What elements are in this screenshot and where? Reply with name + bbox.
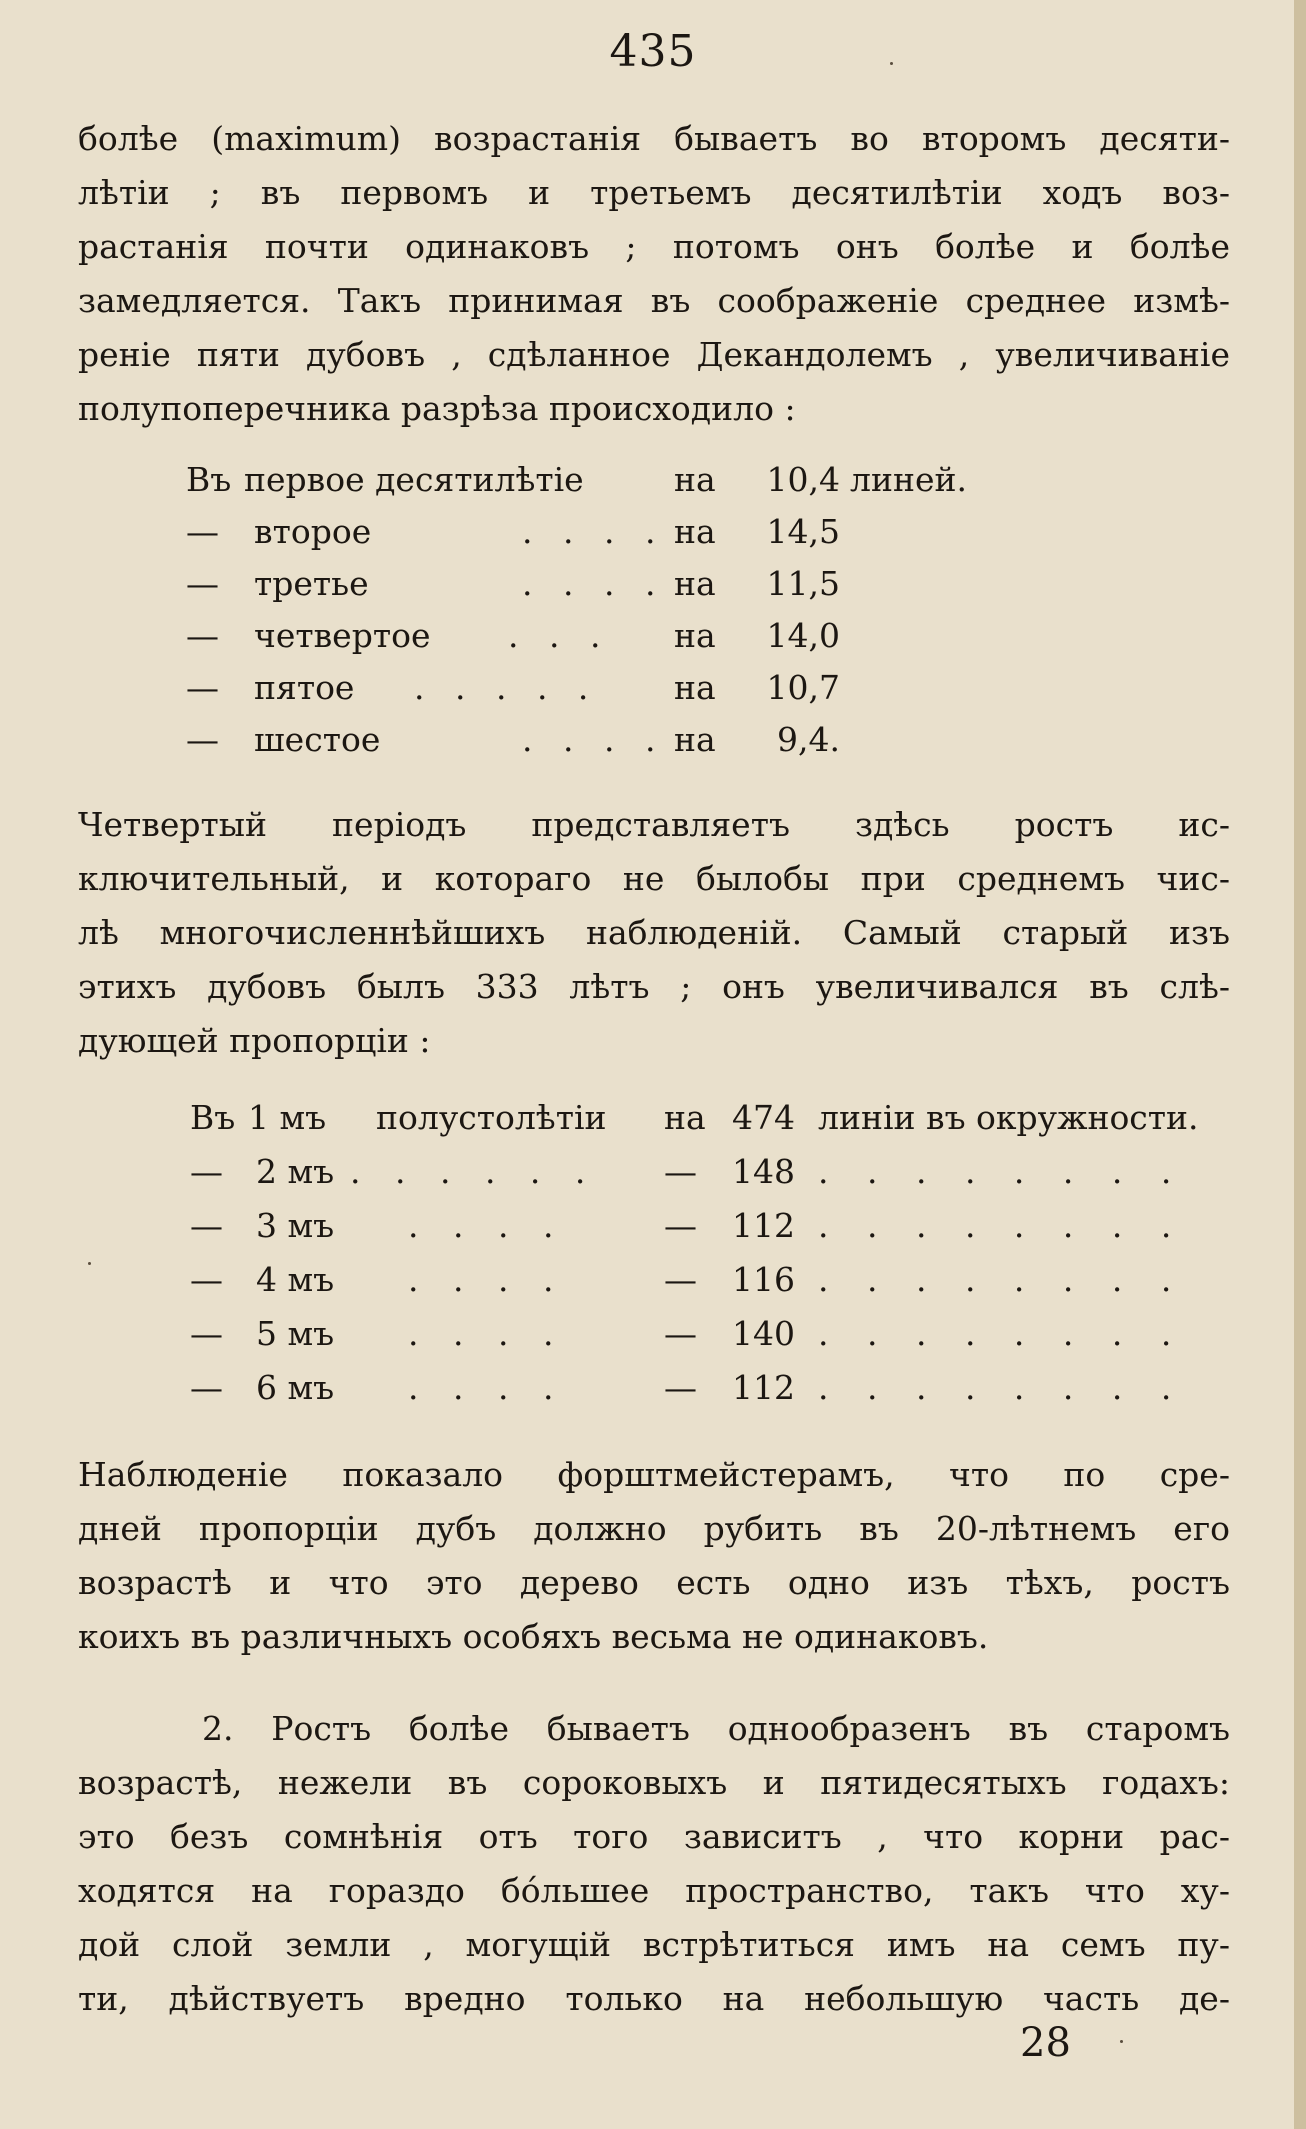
- paper-speck: [1120, 2040, 1123, 2043]
- row-preposition: на: [674, 512, 716, 551]
- row-prefix: —: [190, 1260, 223, 1299]
- text-line: это безъ сомнѣнія отъ того зависитъ , что корни рас-: [78, 1817, 1230, 1856]
- row-leader: . . .: [508, 616, 611, 655]
- paragraph-4: [78, 1702, 1230, 2026]
- text-line: растанія почти одинаковъ ; потомъ онъ болѣе и болѣе: [78, 227, 1230, 266]
- decade-growth-table: [186, 460, 1086, 772]
- paper-speck: [890, 62, 893, 65]
- page-number: 435: [609, 26, 697, 77]
- table-row: [186, 616, 1086, 668]
- table-row: [190, 1152, 1250, 1206]
- row-leader: . . . . .: [414, 668, 599, 707]
- row-value: 11,5: [766, 564, 840, 603]
- table-row: [190, 1206, 1250, 1260]
- row-value: 112: [732, 1368, 795, 1407]
- row-leader: . . . .: [408, 1368, 566, 1407]
- row-prefix: —: [190, 1206, 223, 1245]
- row-value: 116: [732, 1260, 795, 1299]
- row-label: второе: [254, 512, 372, 551]
- row-prefix: —: [186, 616, 219, 655]
- row-label: 4 мъ: [256, 1260, 335, 1299]
- row-unit: линей.: [850, 460, 967, 499]
- paragraph-1: [78, 112, 1230, 436]
- row-leader: . . . . . . . .: [818, 1152, 1186, 1191]
- table-row: [186, 720, 1086, 772]
- half-century-growth-table: [190, 1098, 1250, 1422]
- row-leader: . . . . . . . .: [818, 1368, 1186, 1407]
- row-preposition: на: [674, 720, 716, 759]
- table-row: [186, 668, 1086, 720]
- row-leader: . . . .: [522, 564, 666, 603]
- row-leader: . . . .: [408, 1260, 566, 1299]
- row-value: 14,5: [766, 512, 840, 551]
- text-line: дней пропорціи дубъ должно рубить въ 20-лѣтнемъ его: [78, 1509, 1230, 1548]
- row-dash: —: [664, 1152, 697, 1191]
- row-label: четвертое: [254, 616, 431, 655]
- row-value: 10,4: [766, 460, 840, 499]
- row-dash: —: [664, 1368, 697, 1407]
- row-leader: . . . .: [408, 1314, 566, 1353]
- text-line: дой слой земли , могущій встрѣтиться имъ на семъ пу-: [78, 1925, 1230, 1964]
- row-unit: линіи въ окружности.: [818, 1098, 1199, 1137]
- row-label: первое десятилѣтіе: [244, 460, 584, 499]
- row-value: 148: [732, 1152, 795, 1191]
- text-line: возрастѣ и что это дерево есть одно изъ тѣхъ, ростъ: [78, 1563, 1230, 1602]
- signature-mark: 28: [1020, 2020, 1071, 2066]
- row-preposition: на: [674, 668, 716, 707]
- text-line: лѣтіи ; въ первомъ и третьемъ десятилѣтіи ходъ воз-: [78, 173, 1230, 212]
- row-value: 474: [732, 1098, 795, 1137]
- row-value: 14,0: [766, 616, 840, 655]
- row-label: пятое: [254, 668, 355, 707]
- text-line: этихъ дубовъ былъ 333 лѣтъ ; онъ увеличивался въ слѣ-: [78, 967, 1230, 1006]
- row-dash: —: [664, 1206, 697, 1245]
- paragraph-3: [78, 1448, 1230, 1664]
- row-dash: —: [664, 1314, 697, 1353]
- text-line: дующей пропорціи :: [78, 1021, 431, 1060]
- text-line: реніе пяти дубовъ , сдѣланное Декандолемъ , увеличиваніе: [78, 335, 1230, 374]
- row-label: 3 мъ: [256, 1206, 335, 1245]
- row-prefix: —: [186, 564, 219, 603]
- row-prefix: —: [186, 512, 219, 551]
- text-line: болѣе (maximum) возрастанія бываетъ во второмъ десяти-: [78, 119, 1230, 158]
- table-row: [190, 1098, 1250, 1152]
- table-row: [190, 1260, 1250, 1314]
- row-leader: . . . . . . . .: [818, 1206, 1186, 1245]
- row-prefix: Въ: [190, 1098, 236, 1137]
- row-value: 112: [732, 1206, 795, 1245]
- paper-speck: [88, 1262, 91, 1265]
- row-prefix: —: [190, 1152, 223, 1191]
- table-row: [186, 512, 1086, 564]
- paragraph-2: [78, 798, 1230, 1068]
- text-line: 2. Ростъ болѣе бываетъ однообразенъ въ старомъ: [202, 1709, 1230, 1748]
- text-line: ти, дѣйствуетъ вредно только на небольшую часть де-: [78, 1979, 1230, 2018]
- row-label: 1 мъ: [248, 1098, 327, 1137]
- row-label: 6 мъ: [256, 1368, 335, 1407]
- text-line: замедляется. Такъ принимая въ соображеніе среднее измѣ-: [78, 281, 1230, 320]
- row-preposition: на: [664, 1098, 706, 1137]
- text-line: Наблюденіе показало форштмейстерамъ, что по сре-: [78, 1455, 1230, 1494]
- text-line: возрастѣ, нежели въ сороковыхъ и пятидесятыхъ годахъ:: [78, 1763, 1230, 1802]
- row-prefix: —: [186, 668, 219, 707]
- row-label: 5 мъ: [256, 1314, 335, 1353]
- row-label: шестое: [254, 720, 381, 759]
- row-leader: . . . . . . . .: [818, 1260, 1186, 1299]
- row-prefix: —: [186, 720, 219, 759]
- row-prefix: —: [190, 1314, 223, 1353]
- row-preposition: на: [674, 564, 716, 603]
- row-label: третье: [254, 564, 369, 603]
- table-row: [186, 460, 1086, 512]
- row-value: 10,7: [766, 668, 840, 707]
- row-leader: . . . . . . . .: [818, 1314, 1186, 1353]
- text-line: коихъ въ различныхъ особяхъ весьма не одинаковъ.: [78, 1617, 989, 1656]
- row-period: полустолѣтіи: [376, 1098, 607, 1137]
- row-prefix: Въ: [186, 460, 232, 499]
- row-leader: . . . .: [522, 512, 666, 551]
- row-leader: . . . . . .: [350, 1152, 598, 1191]
- row-preposition: на: [674, 616, 716, 655]
- text-line: лѣ многочисленнѣйшихъ наблюденій. Самый старый изъ: [78, 913, 1230, 952]
- row-preposition: на: [674, 460, 716, 499]
- row-label: 2 мъ: [256, 1152, 335, 1191]
- row-leader: . . . .: [522, 720, 666, 759]
- text-line: ключительный, и котораго не былобы при среднемъ чис-: [78, 859, 1230, 898]
- table-row: [190, 1314, 1250, 1368]
- text-line: ходятся на гораздо бóльшее пространство, такъ что ху-: [78, 1871, 1230, 1910]
- text-line: Четвертый періодъ представляетъ здѣсь ростъ ис-: [78, 805, 1230, 844]
- table-row: [190, 1368, 1250, 1422]
- table-row: [186, 564, 1086, 616]
- text-line: полупоперечника разрѣза происходило :: [78, 389, 796, 428]
- row-value: 9,4.: [777, 720, 840, 759]
- row-dash: —: [664, 1260, 697, 1299]
- row-leader: . . . .: [408, 1206, 566, 1245]
- row-value: 140: [732, 1314, 795, 1353]
- row-prefix: —: [190, 1368, 223, 1407]
